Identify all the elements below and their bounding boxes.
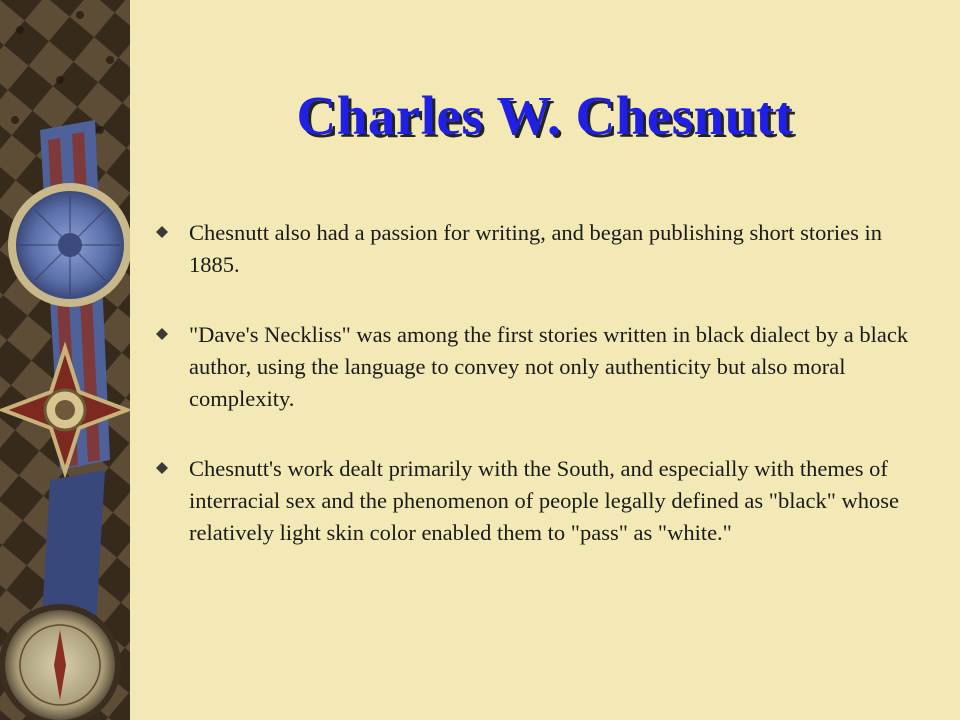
- bullet-list: [156, 217, 936, 587]
- bullet-item: [156, 453, 936, 549]
- slide-title: Charles W. Chesnutt: [296, 85, 794, 146]
- diamond-bullet-icon: [156, 328, 168, 340]
- diamond-bullet-icon: [156, 226, 168, 238]
- decorative-medal-image: [0, 0, 130, 720]
- diamond-bullet-icon: [156, 462, 168, 474]
- bullet-text: Chesnutt also had a passion for writing, and began publishing short stories in 1885.: [189, 220, 883, 277]
- bullet-item: [156, 217, 936, 281]
- bullet-text: "Dave's Neckliss" was among the first stories written in black dialect by a black author, using the language to convey not only authenticity but also moral complexity.: [189, 322, 909, 411]
- bullet-item: [156, 319, 936, 415]
- bullet-text: Chesnutt's work dealt primarily with the South, and especially with themes of interracial sex and the phenomenon of people legally defined as "black" whose relatively light skin color enabled them to "pass" as "white.": [189, 456, 899, 545]
